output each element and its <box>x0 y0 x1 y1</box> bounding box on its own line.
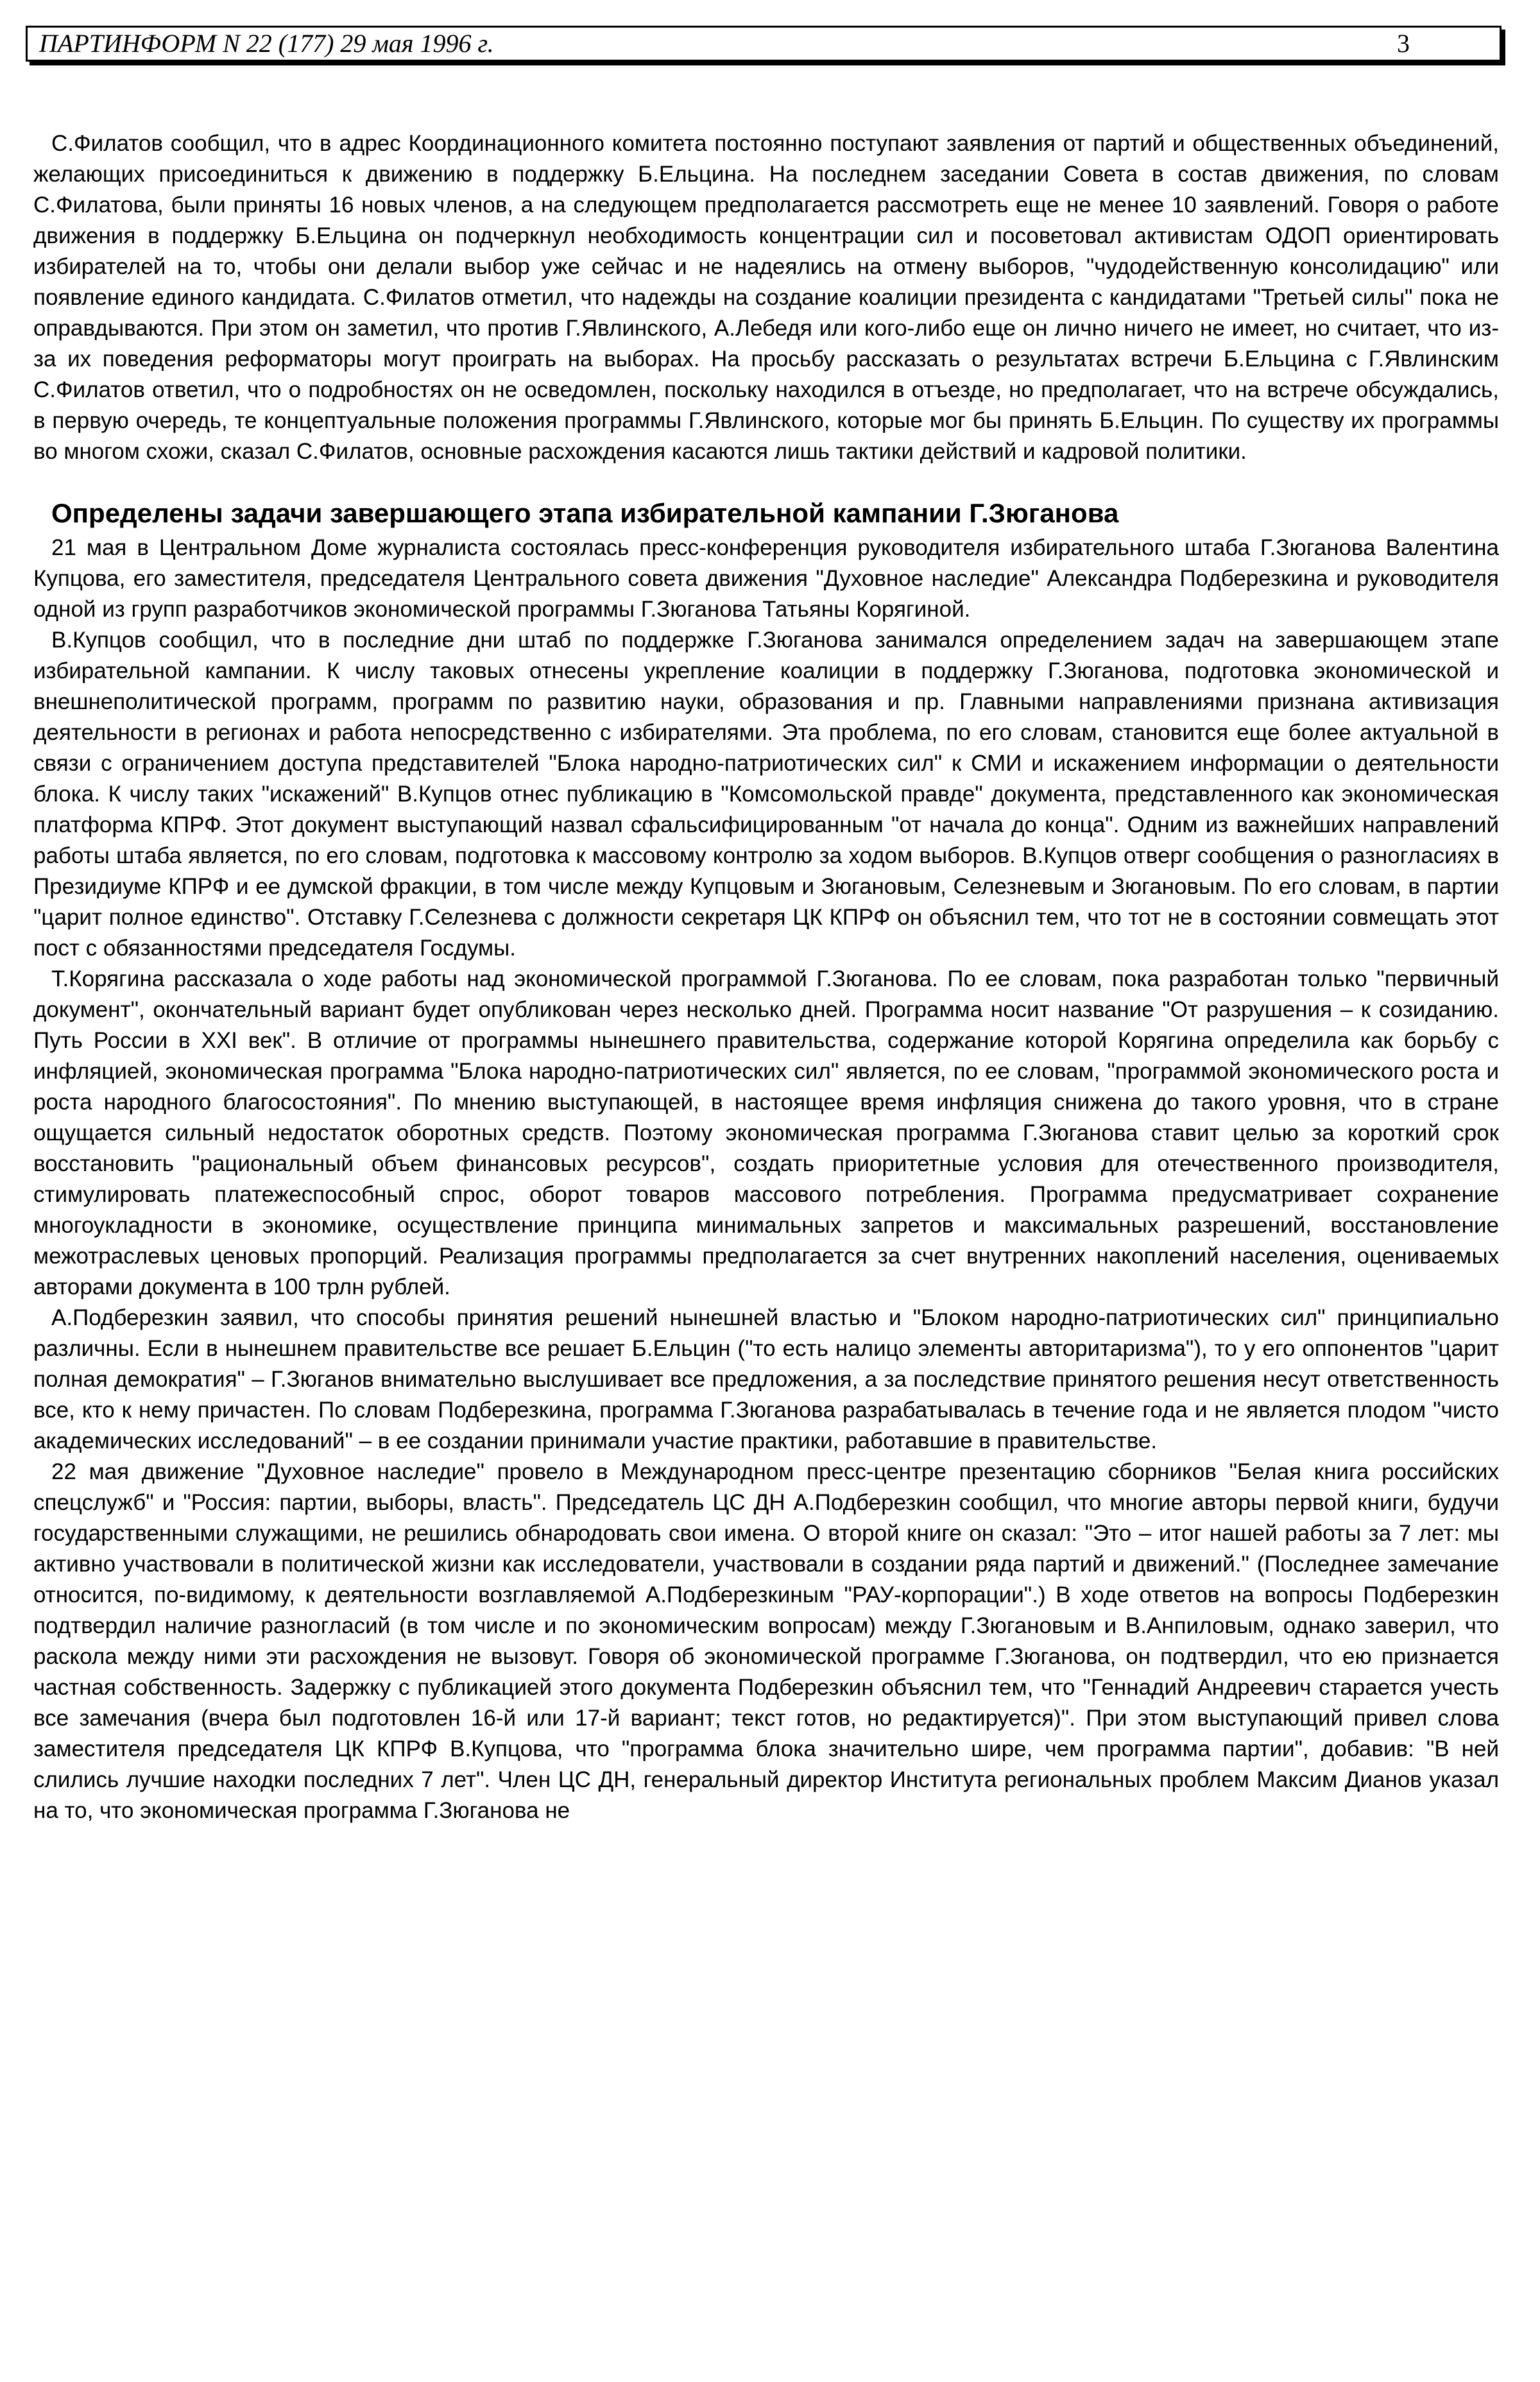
article-paragraph: 21 мая в Центральном Доме журналиста состоялась пресс-конференция руководителя избирательного штаба Г.Зюганова Валентина Купцова, его заместителя, председателя Центрального совета движения "Духовное наследие" Александра Подберезкина и руководителя одной из групп разработчиков экономической программы Г.Зюганова Татьяны Корягиной. <box>33 535 1499 622</box>
article-paragraph: А.Подберезкин заявил, что способы принятия решений нынешней властью и "Блоком народно-патриотических сил" принципиально различны. Если в нынешнем правительстве все решает Б.Ельцин ("то есть налицо элементы авторитаризма"), то у его оппонентов "царит полная демократия" – Г.Зюганов внимательно выслушивает все предложения, а за последствие принятого решения несут ответственность все, кто к нему причастен. По словам Подберезкина, программа Г.Зюганова разрабатывалась в течение года и не является плодом "чисто академических исследований" – в ее создании принимали участие практики, работавшие в правительстве. <box>33 1305 1499 1453</box>
publication-title: ПАРТИНФОРМ N 22 (177) 29 мая 1996 г. <box>39 29 494 58</box>
article-paragraph: 22 мая движение "Духовное наследие" провело в Международном пресс-центре презентацию сборников "Белая книга российских спецслужб" и "Россия: партии, выборы, власть". Председатель ЦС ДН А.Подберезкин сообщил, что многие авторы первой книги, будучи государственными служащими, не решились обнародовать свои имена. О второй книге он сказал: "Это – итог нашей работы за 7 лет: мы активно участвовали в политической жизни как исследователи, участвовали в создании ряда партий и движений." (Последнее замечание относится, по-видимому, к деятельности возглавляемой А.Подберезкиным "РАУ-корпорации".) В ходе ответов на вопросы Подберезкин подтвердил наличие разногласий (в том числе и по экономическим вопросам) между Г.Зюгановым и В.Анпиловым, однако заверил, что раскола между ними эти расхождения не вызовут. Говоря об экономической программе Г.Зюганова, он подтвердил, что ею признается частная собственность. Задержку с публикацией этого документа Подберезкин объяснил тем, что "Геннадий Андреевич старается учесть все замечания (вчера был подготовлен 16-й или 17-й вариант; текст готов, но редактируется)". При этом выступающий привел слова заместителя председателя ЦК КПРФ В.Купцова, что "программа блока значительно шире, чем программа партии", добавив: "В ней слились лучшие находки последних 7 лет". Член ЦС ДН, генеральный директор Института региональных проблем Максим Дианов указал на то, что экономическая программа Г.Зюганова не <box>33 1459 1499 1823</box>
intro-paragraph: С.Филатов сообщил, что в адрес Координационного комитета постоянно поступают заявления от партий и общественных объединений, желающих присоединиться к движению в поддержку Б.Ельцина. На последнем заседании Совета в состав движения, по словам С.Филатова, были приняты 16 новых членов, а на следующем предполагается рассмотреть еще не менее 10 заявлений. Говоря о работе движения в поддержку Б.Ельцина он подчеркнул необходимость концентрации сил и посоветовал активистам ОДОП ориентировать избирателей на то, чтобы они делали выбор уже сейчас и не надеялись на отмену выборов, "чудодейственную консолидацию" или появление единого кандидата. С.Филатов отметил, что надежды на создание коалиции президента с кандидатами "Третьей силы" пока не оправдываются. При этом он заметил, что против Г.Явлинского, А.Лебедя или кого-либо еще он лично ничего не имеет, но считает, что из-за их поведения реформаторы могут проиграть на выборах. На просьбу рассказать о результатах встречи Б.Ельцина с Г.Явлинским С.Филатов ответил, что о подробностях он не осведомлен, поскольку находился в отъезде, но предполагает, что на встрече обсуждались, в первую очередь, те концептуальные положения программы Г.Явлинского, которые мог бы принять Б.Ельцин. По существу их программы во многом схожи, сказал С.Филатов, основные расхождения касаются лишь тактики действий и кадровой политики. <box>33 131 1499 464</box>
article-heading: Определены задачи завершающего этапа избирательной кампании Г.Зюганова <box>51 498 1119 528</box>
page-number: 3 <box>1397 29 1410 58</box>
page-header <box>26 26 1502 62</box>
article-paragraph: В.Купцов сообщил, что в последние дни штаб по поддержке Г.Зюганова занимался определением задач на завершающем этапе избирательной кампании. К числу таковых отнесены укрепление коалиции в поддержку Г.Зюганова, подготовка экономической и внешнеполитической программ, программ по развитию науки, образования и пр. Главными направлениями признана активизация деятельности в регионах и работа непосредственно с избирателями. Эта проблема, по его словам, становится еще более актуальной в связи с ограничением доступа представителей "Блока народно-патриотических сил" к СМИ и искажением информации о деятельности блока. К числу таких "искажений" В.Купцов отнес публикацию в "Комсомольской правде" документа, представленного как экономическая платформа КПРФ. Этот документ выступающий назвал сфальсифицированным "от начала до конца". Одним из важнейших направлений работы штаба является, по его словам, подготовка к массовому контролю за ходом выборов. В.Купцов отверг сообщения о разногласиях в Президиуме КПРФ и ее думской фракции, в том числе между Купцовым и Зюгановым, Селезневым и Зюгановым. По его словам, в партии "царит полное единство". Отставку Г.Селезнева с должности секретаря ЦК КПРФ он объяснил тем, что тот не в состоянии совмещать этот пост с обязанностями председателя Госдумы. <box>33 628 1499 961</box>
article-paragraph: Т.Корягина рассказала о ходе работы над экономической программой Г.Зюганова. По ее словам, пока разработан только "первичный документ", окончательный вариант будет опубликован через несколько дней. Программа носит название "От разрушения – к созиданию. Путь России в XXI век". В отличие от программы нынешнего правительства, содержание которой Корягина определила как борьбу с инфляцией, экономическая программа "Блока народно-патриотических сил" является, по ее словам, "программой экономического роста и роста народного благосостояния". По мнению выступающей, в настоящее время инфляция снижена до такого уровня, что в стране ощущается сильный недостаток оборотных средств. Поэтому экономическая программа Г.Зюганова ставит целью за короткий срок восстановить "рациональный объем финансовых ресурсов", создать приоритетные условия для отечественного производителя, стимулировать платежеспособный спрос, оборот товаров массового потребления. Программа предусматривает сохранение многоукладности в экономике, осуществление принципа минимальных запретов и максимальных разрешений, восстановление межотраслевых ценовых пропорций. Реализация программы предполагается за счет внутренних накоплений населения, оцениваемых авторами документа в 100 трлн рублей. <box>33 966 1499 1299</box>
page-content <box>33 128 1499 1826</box>
